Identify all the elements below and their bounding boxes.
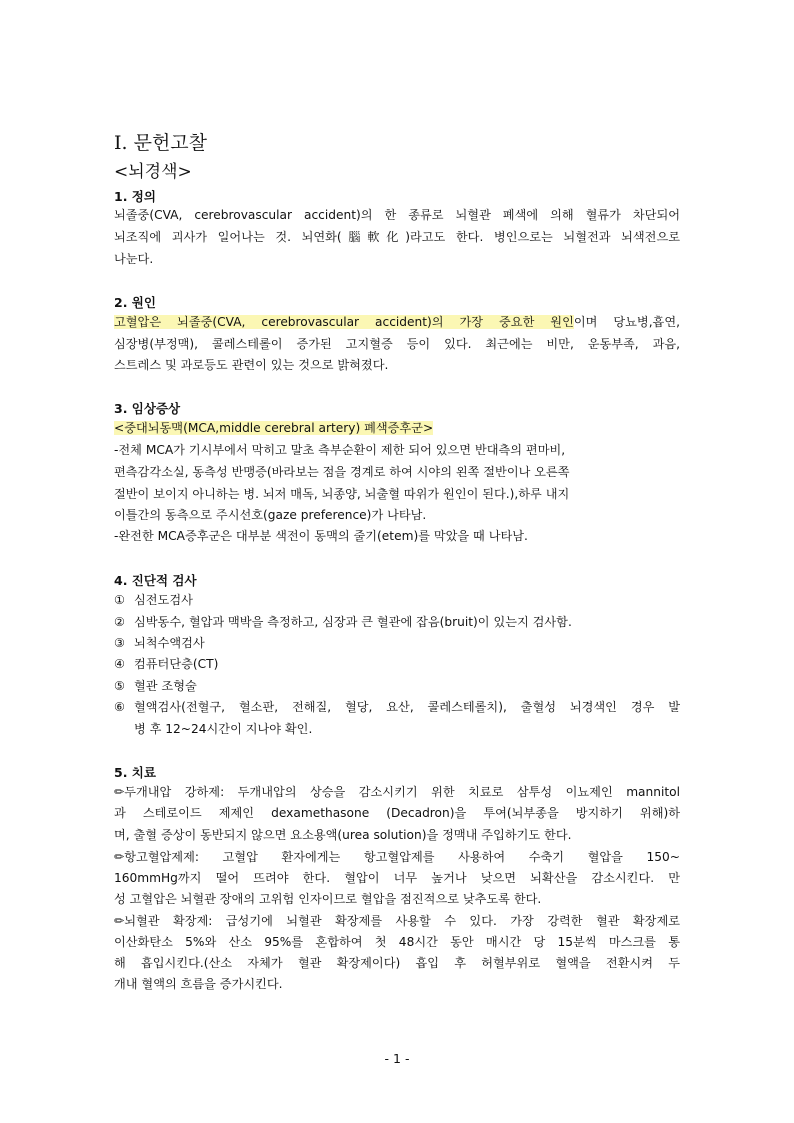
treatment-line: 160mmHg까지 떨어 뜨려야 한다. 혈압이 너무 높거나 낮으면 뇌확산을 감소시킨다. 만 [114,871,680,885]
section-heading-treatment: 5. 치료 [114,765,156,780]
cause-line-rest: 이며 당뇨병,흡연, [573,315,680,329]
treatment-line: 이산화탄소 5%와 산소 95%를 혼합하여 첫 48시간 동안 매시간 당 15분씩 마스크를 통 [114,935,680,949]
section-heading-definition: 1. 정의 [114,189,156,204]
item-text: 혈관 조형술 [134,679,197,693]
item-number: ⑤ [114,679,125,693]
item-text: 심전도검사 [134,593,193,607]
symptoms-subheading [114,420,433,436]
cause-line-highlighted [114,314,680,330]
page-title: Ⅰ. 문헌고찰 [114,132,208,154]
item-text: 혈액검사(전혈구, 혈소판, 전해질, 혈당, 요산, 콜레스테롤치), 출혈성 뇌경색인 경우 발 [134,700,680,714]
diagnosis-item [114,614,572,630]
definition-line: 뇌졸중(CVA, cerebrovascular accident)의 한 종류로 뇌혈관 폐색에 의해 혈류가 차단되어 [114,208,680,222]
diagnosis-item [114,699,680,715]
diagnosis-item [114,656,218,672]
diagnosis-item [114,592,193,608]
treatment-line: 성 고혈압은 뇌혈관 장애의 고위험 인자이므로 혈압을 점진적으로 낮추도록 한다. [114,892,542,906]
diagnosis-item [114,635,205,651]
treatment-line: ✏뇌혈관 확장제: 급성기에 뇌혈관 확장제를 사용할 수 있다. 가장 강력한 혈관 확장제로 [114,914,680,928]
symptoms-line: -완전한 MCA증후군은 대부분 색전이 동맥의 줄기(etem)를 막았을 때 나타남. [114,529,528,543]
highlighted-text: <중대뇌동맥(MCA,middle cerebral artery) 폐색증후군> [114,421,434,435]
treatment-line: 과 스테로이드 제제인 dexamethasone (Decadron)을 투여(뇌부종을 방지하기 위해)하 [114,806,680,820]
definition-line: 나눈다. [114,252,154,266]
item-text: 심박동수, 혈압과 맥박을 측정하고, 심장과 큰 혈관에 잡음(bruit)이 있는지 검사함. [134,615,572,629]
item-number: ② [114,615,125,629]
item-text: 뇌척수액검사 [134,636,205,650]
section-heading-cause: 2. 원인 [114,295,156,310]
definition-line: 뇌조직에 괴사가 일어나는 것. 뇌연화(腦軟化)라고도 한다. 병인으로는 뇌혈전과 뇌색전으로 [114,230,680,244]
highlighted-text: 고혈압은 뇌졸중(CVA, cerebrovascular accident)의 가장 중요한 원인 [114,315,574,329]
diagnosis-item [114,678,197,694]
item-text: 컴퓨터단층(CT) [134,657,219,671]
item-number: ③ [114,636,125,650]
item-number: ⑥ [114,700,125,714]
section-heading-symptoms: 3. 임상증상 [114,401,181,416]
cause-line: 스트레스 및 과로등도 관련이 있는 것으로 밝혀졌다. [114,358,389,372]
page-subtitle: <뇌경색> [114,162,192,182]
diagnosis-item-continuation: 병 후 12~24시간이 지나야 확인. [134,722,313,736]
symptoms-line: 이틀간의 동측으로 주시선호(gaze preference)가 나타남. [114,508,427,522]
page-number: - 1 - [384,1051,410,1066]
cause-line: 심장병(부정맥), 콜레스테롤이 증가된 고지혈증 등이 있다. 최근에는 비만, 운동부족, 과음, [114,337,680,351]
treatment-line: 개내 혈액의 흐름을 증가시킨다. [114,977,283,991]
item-number: ④ [114,657,125,671]
symptoms-line: -전체 MCA가 기시부에서 막히고 말초 측부순환이 제한 되어 있으면 반대측의 편마비, [114,443,566,457]
treatment-line: 해 흡입시킨다.(산소 자체가 혈관 확장제이다) 흡입 후 허혈부위로 혈액을 전환시켜 두 [114,956,680,970]
treatment-line: ✏항고혈압제제: 고혈압 환자에게는 항고혈압제를 사용하여 수축기 혈압을 150~ [114,850,680,864]
section-heading-diagnosis: 4. 진단적 검사 [114,573,197,588]
treatment-line: ✏두개내압 강하제: 두개내압의 상승을 감소시키기 위한 치료로 삼투성 이뇨제인 mannitol [114,785,680,799]
symptoms-line: 편측감각소실, 동측성 반맹증(바라보는 점을 경계로 하여 시야의 왼쪽 절반이나 오른쪽 [114,465,570,479]
treatment-line: 며, 출혈 증상이 동반되지 않으면 요소용액(urea solution)을 정맥내 주입하기도 한다. [114,828,572,842]
item-number: ① [114,593,125,607]
symptoms-line: 절반이 보이지 아니하는 병. 뇌저 매독, 뇌종양, 뇌출혈 따위가 원인이 된다.),하루 내지 [114,487,570,501]
